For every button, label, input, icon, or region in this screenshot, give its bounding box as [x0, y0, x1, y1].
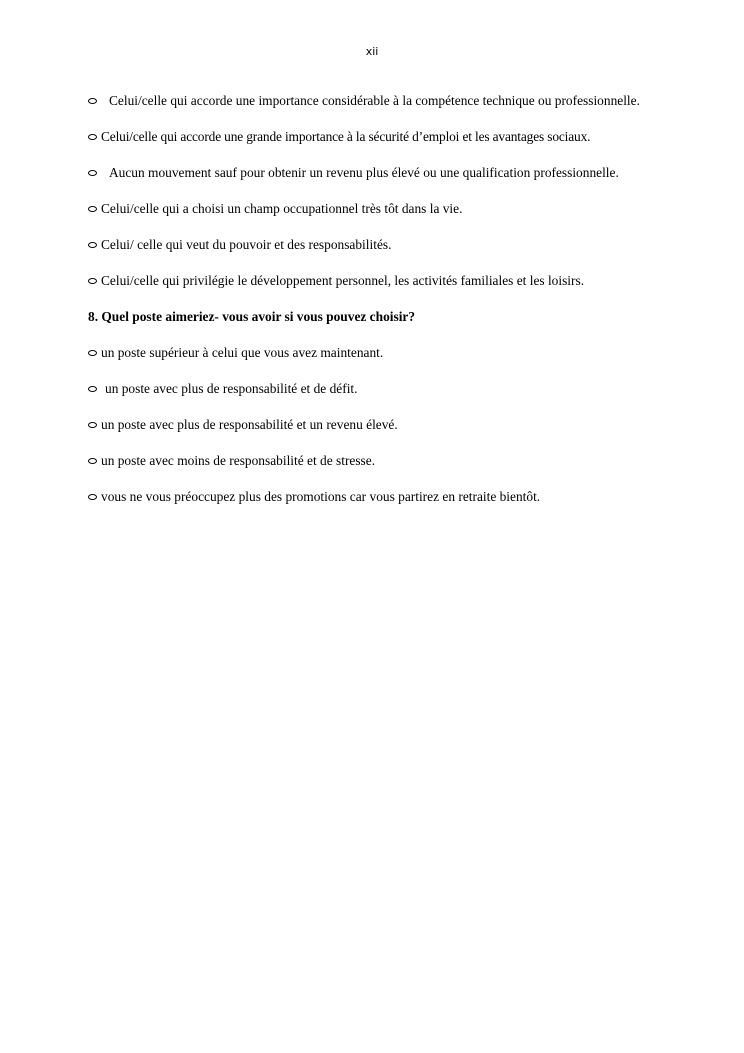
questionnaire-content — [88, 88, 655, 520]
option-text: Celui/ celle qui veut du pouvoir et des responsabilités. — [101, 237, 392, 252]
option-item — [88, 268, 655, 294]
option-item — [88, 160, 655, 186]
option-item — [88, 88, 655, 114]
radio-button-icon[interactable] — [88, 494, 97, 500]
option-item — [88, 196, 655, 222]
option-item — [88, 340, 655, 366]
option-text: Celui/celle qui accorde une importance considérable à la compétence technique ou professionnelle. — [109, 93, 640, 108]
radio-button-icon[interactable] — [88, 422, 97, 428]
radio-button-icon[interactable] — [88, 170, 97, 176]
radio-button-icon[interactable] — [88, 206, 97, 212]
option-text: Celui/celle qui accorde une grande importance à la sécurité d’emploi et les avantages sociaux. — [101, 129, 591, 144]
radio-button-icon[interactable] — [88, 242, 97, 248]
radio-button-icon[interactable] — [88, 278, 97, 284]
option-text: un poste avec plus de responsabilité et un revenu élevé. — [101, 417, 398, 432]
option-item — [88, 232, 655, 258]
radio-button-icon[interactable] — [88, 386, 97, 392]
option-item — [88, 412, 655, 438]
option-item — [88, 124, 655, 150]
option-item — [88, 376, 655, 402]
radio-button-icon[interactable] — [88, 458, 97, 464]
option-text: un poste supérieur à celui que vous avez maintenant. — [101, 345, 384, 360]
option-text: un poste avec plus de responsabilité et de défit. — [105, 381, 358, 396]
option-text: un poste avec moins de responsabilité et de stresse. — [101, 453, 376, 468]
option-text: vous ne vous préoccupez plus des promotions car vous partirez en retraite bientôt. — [101, 489, 541, 504]
option-text: Aucun mouvement sauf pour obtenir un revenu plus élevé ou une qualification professionnelle. — [109, 165, 619, 180]
option-item — [88, 448, 655, 474]
question-title: 8. Quel poste aimeriez- vous avoir si vous pouvez choisir? — [88, 309, 416, 324]
page-number: xii — [365, 45, 379, 58]
option-text: Celui/celle qui a choisi un champ occupationnel très tôt dans la vie. — [101, 201, 463, 216]
option-text: Celui/celle qui privilégie le développement personnel, les activités familiales et les loisirs. — [101, 273, 585, 288]
radio-button-icon[interactable] — [88, 98, 97, 104]
option-item — [88, 484, 655, 510]
radio-button-icon[interactable] — [88, 350, 97, 356]
radio-button-icon[interactable] — [88, 134, 97, 140]
